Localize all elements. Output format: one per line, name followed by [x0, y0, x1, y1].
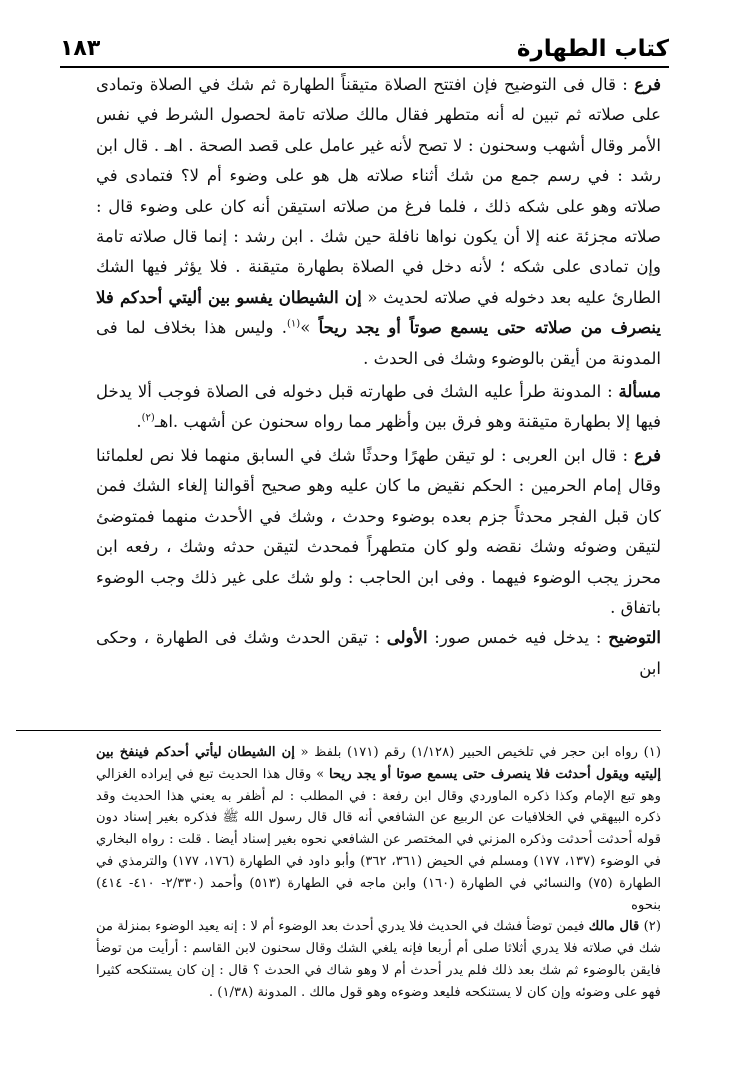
paragraph-text: : المدونة طرأ عليه الشك فى طهارته قبل دخوله فى الصلاة فوجب ألا يدخل فيها إلا بطهارة متيقنة وهو فرق بين وأظهر مما رواه سحنون عن أشهب .اهـ [96, 382, 661, 432]
paragraph-text: : قال ابن العربى : لو تيقن طهرًا وحدثًا شك في السابق منهما فلا نص لعلمائنا وقال إمام الحرمين : الحكم نقيض ما كان عليه وهو صحيح أقوالنا إلغاء الشك فمن كان قبل الفجر محدثاً جزم بعده بوضوء وحدث ، وشك في الأحدث منهما فمتوضئ لتيقن وضوئه وشك نقضه ولو كان متطهراً فمحدث لتيقن حدثه وشك ، رفعه ابن محرز يجب الوضوء فيهما . وفى ابن الحاجب : ولو شك على غير ذلك وجب الوضوء باتفاق . [96, 445, 661, 617]
footnote-text: رواه ابن حجر في تلخيص الحبير (١/١٢٨) رقم (١٧١) بلفظ « [294, 745, 644, 760]
paragraph-lead: التوضيح [608, 628, 661, 648]
paragraph-tawdih [96, 623, 661, 684]
paragraph-lead: فرع [634, 75, 661, 94]
paragraph-text: : قال فى التوضيح فإن افتتح الصلاة متيقناً الطهارة ثم شك في الصلاة وتمادى على صلاته ثم تبين له أنه متطهر فقال مالك صلاته تامة لحصول الشرط في نفس الأمر وقال أشهب وسحنون : لا تصح لأنه غير عامل على قصد الصحة . اهـ . قال ابن رشد : في رسم جمع من شك أثناء صلاته هل هو على وضوء أم لا؟ فتمادى في صلاته وهو على شكه ذلك ، فلما فرغ من صلاته استيقن أنه كان على وضوء قال : صلاته مجزئة عنه إلا أن يكون نواها نافلة حين شك . ابن رشد : إنما قال صلاته تامة وإن تمادى على شكه ؛ لأنه دخل في الصلاة بطهارة متيقنة . فلا يؤثر فيها الشك الطارئ عليه بعد دخوله في صلاته لحديث « [96, 75, 661, 307]
paragraph-lead-2: الأولى [386, 628, 428, 648]
paragraph-far-1 [96, 70, 661, 374]
footnote-bold: إن الشيطان ليأتي أحدكم فينفخ بين إليتيه ويقول أحدثت فلا ينصرف حتى يسمع صوتا أو يجد ريحا [96, 745, 661, 782]
footnote-2 [96, 916, 661, 1003]
paragraph-text: : يدخل فيه خمس صور: [427, 628, 609, 648]
running-title: كتاب الطهارة [516, 36, 669, 62]
page-number: ١٨٣ [60, 36, 101, 61]
footnote-1 [96, 742, 661, 916]
footnote-number: (٢) [643, 919, 661, 935]
page-header [60, 26, 669, 64]
header-divider [60, 66, 669, 68]
paragraph-lead: فرع [634, 445, 661, 465]
footnote-divider [16, 730, 661, 731]
hadith-quote: إن الشيطان يفسو بين أليتي أحدكم فلا ينصرف من صلاته حتى يسمع صوتاً أو يجد ريحاً [96, 287, 661, 338]
footnote-rest: فيمن توضأ فشك في الحديث فلا يدري أحدث بعد الوضوء أم لا : إنه يعيد الوضوء بمنزلة من شك في صلاته فلا يدري أثلاثا صلى أم أربعا فإنه يلغي الشك وقال سحنون لابن القاسم : أرأيت من توضأ فايقن بالوضوء ثم شك بعد ذلك فلم يدر أحدث أم لا وهو شاك في الحدث ؟ قال : إن كان يستنكحه كثيرا فهو على وضوئه وإن كان لا يستنكحه فليعد وضوءه وهو قول مالك . المدونة (١/٣٨) . [96, 919, 661, 1000]
footnote-bold: قال مالك [588, 919, 640, 935]
footnote-rest: » وقال هذا الحديث تبع في إيراده الغزالي وهو تبع الإمام وكذا ذكره الماوردي وقال ابن رفعة : في المطلب : لم أظفر به يعني هذا الحديث وقد ذكره البيهقي في الخلافيات عن الربيع عن الشافعي أنه قال قال رسول الله ﷺ فذكره بغير إسناد دون قوله أحدثت أحدثت وذكره المزني في المختصر عن الشافعي نحوه بغير إسناد أيضا . قلت : رواه البخاري في الوضوء (١٣٧، ١٧٧) ومسلم في الحيض (٣٦١، ٣٦٢) وأبو داود في الطهارة (١٧٦، ١٧٧) والترمذي في الطهارة (٧٥) والنسائي في الطهارة (١٦٠) وابن ماجه في الطهارة (٥١٣) وأحمد (٢/٣٣٠- ٤١٠- ٤١٤) بنحوه [96, 766, 662, 913]
paragraph-lead: مسألة [618, 382, 661, 402]
footnotes [96, 742, 661, 1004]
footnote-ref-1[interactable]: (١) [287, 318, 301, 330]
paragraph-masala [96, 377, 661, 438]
paragraph-tail: : تيقن الحدث وشك فى الطهارة ، وحكى ابن [96, 628, 661, 678]
footnote-number: (١) [643, 745, 662, 760]
paragraph-tail: . وليس هذا بخلاف لما فى المدونة من أيقن بالوضوء وشك فى الحدث . [96, 318, 661, 368]
quote-close: » [300, 318, 319, 338]
paragraph-tail: . [136, 412, 142, 432]
paragraph-far-2 [96, 441, 661, 623]
footnote-ref-2[interactable]: (٢) [141, 412, 155, 424]
main-text [96, 70, 661, 684]
